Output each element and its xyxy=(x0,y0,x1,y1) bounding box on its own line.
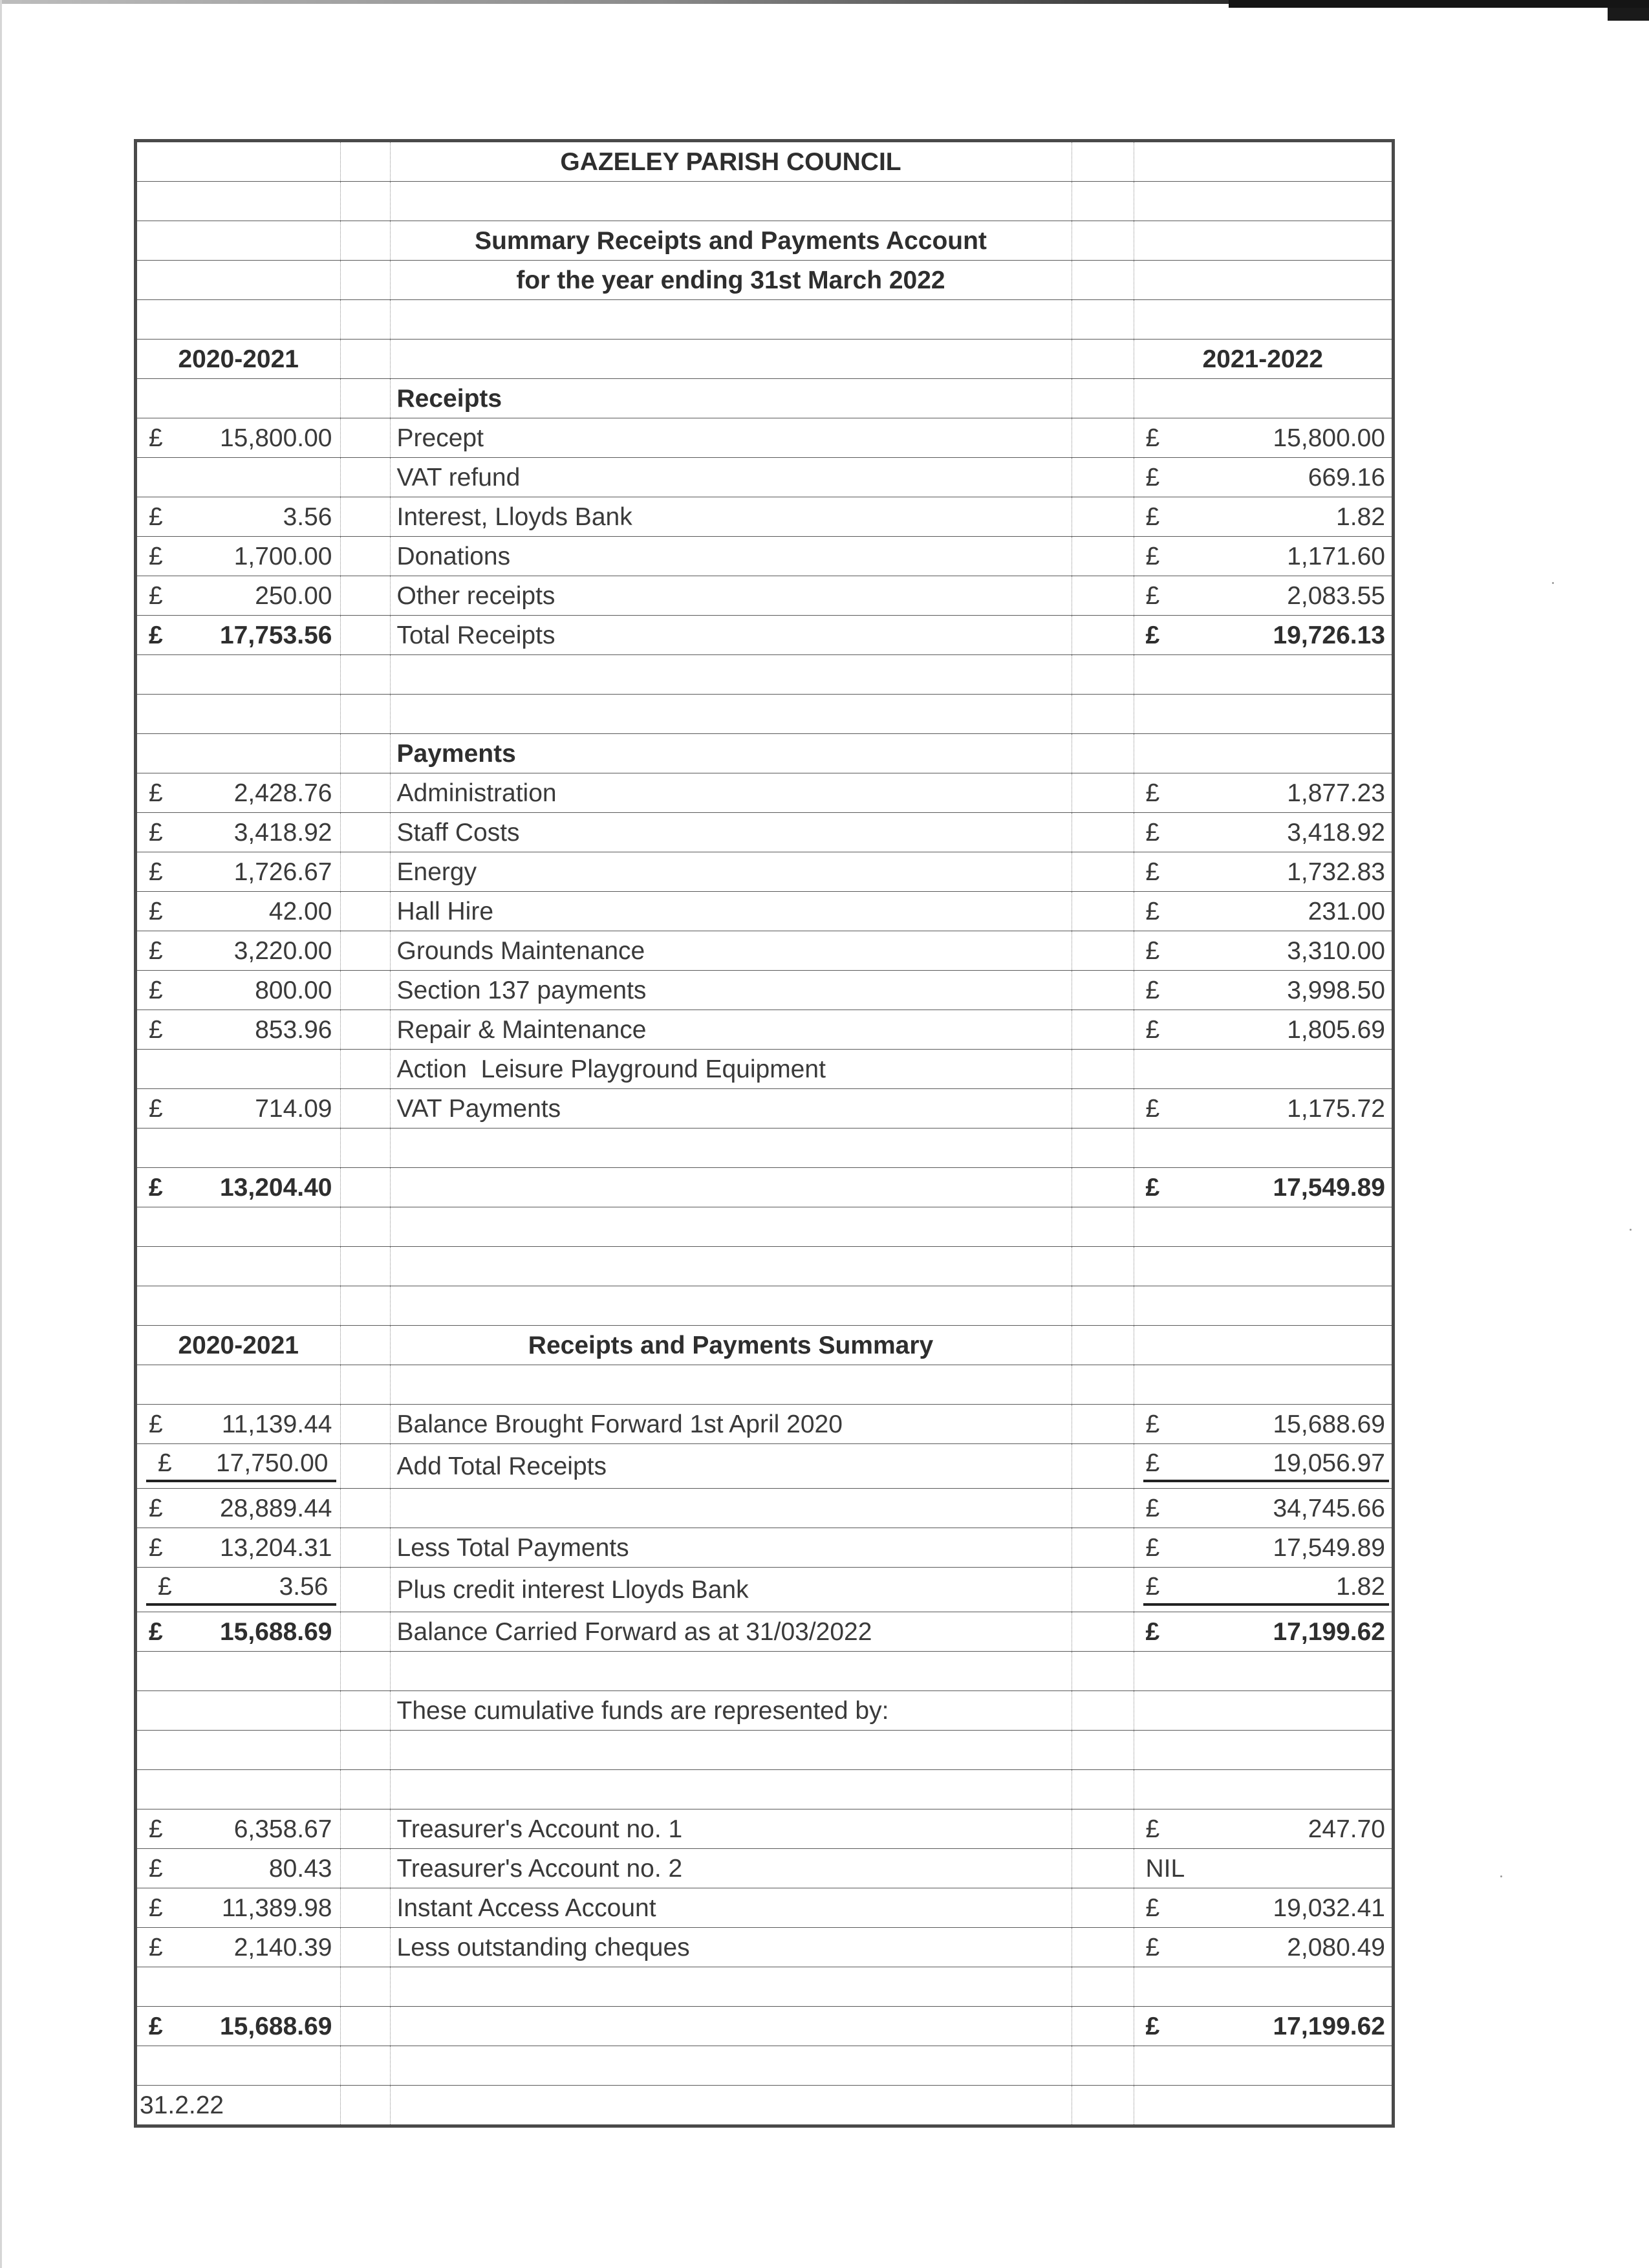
prior-amount: 1,700.00 xyxy=(233,542,332,570)
blank-row xyxy=(137,1286,1392,1326)
prior-amount: 714.09 xyxy=(255,1094,332,1123)
currency-symbol: £ xyxy=(1145,502,1160,531)
currency-symbol: £ xyxy=(1145,1449,1160,1477)
council-title: GAZELEY PARISH COUNCIL xyxy=(390,142,1072,182)
currency-symbol: £ xyxy=(1145,1094,1160,1123)
table-row xyxy=(137,1928,1392,1967)
currency-symbol: £ xyxy=(149,502,163,531)
prior-amount: 15,800.00 xyxy=(219,424,332,452)
row-label: Staff Costs xyxy=(390,813,1072,852)
prior-amount: 17,750.00 xyxy=(215,1449,329,1477)
row-label: Total Receipts xyxy=(390,616,1072,655)
currency-symbol: £ xyxy=(1145,858,1160,886)
prior-amount: 800.00 xyxy=(255,976,332,1004)
blank-row xyxy=(137,1247,1392,1286)
currency-symbol: £ xyxy=(1145,424,1160,452)
row-label: Hall Hire xyxy=(390,892,1072,931)
prior-amount: 42.00 xyxy=(268,897,332,925)
current-total: 19,726.13 xyxy=(1273,621,1385,649)
currency-symbol: £ xyxy=(149,779,163,807)
row-label: Energy xyxy=(390,852,1072,892)
current-amount: 247.70 xyxy=(1308,1815,1385,1843)
current-amount: 3,310.00 xyxy=(1287,936,1385,965)
table-row xyxy=(137,1888,1392,1928)
title-row xyxy=(137,142,1392,182)
table-row xyxy=(137,458,1392,497)
current-amount: 15,800.00 xyxy=(1273,424,1385,452)
prior-total: 15,688.69 xyxy=(219,1617,332,1646)
subtitle-row-2 xyxy=(137,261,1392,300)
prior-amount: 3,418.92 xyxy=(233,818,332,847)
table-row xyxy=(137,1444,1392,1489)
currency-symbol: £ xyxy=(1145,2012,1160,2040)
prior-amount: 853.96 xyxy=(255,1015,332,1044)
prior-amount: 250.00 xyxy=(255,581,332,610)
current-total: 17,549.89 xyxy=(1273,1173,1385,1202)
currency-symbol: £ xyxy=(149,1894,163,1922)
row-label: Add Total Receipts xyxy=(390,1444,1072,1489)
currency-symbol: £ xyxy=(1145,976,1160,1004)
currency-symbol: £ xyxy=(158,1449,172,1477)
currency-symbol: £ xyxy=(1145,1533,1160,1562)
row-label: Donations xyxy=(390,537,1072,576)
nil-value: NIL xyxy=(1145,1854,1185,1883)
currency-symbol: £ xyxy=(149,1617,163,1646)
current-amount: 1.82 xyxy=(1336,1572,1385,1601)
row-label: Grounds Maintenance xyxy=(390,931,1072,971)
blank-row xyxy=(137,695,1392,734)
currency-symbol: £ xyxy=(149,1533,163,1562)
currency-symbol: £ xyxy=(1145,1572,1160,1601)
table-row xyxy=(137,576,1392,616)
currency-symbol: £ xyxy=(149,897,163,925)
scan-edge-corner xyxy=(1608,8,1649,21)
summary-prior-year-header: 2020-2021 xyxy=(137,1326,340,1365)
current-amount: 34,745.66 xyxy=(1273,1494,1385,1522)
currency-symbol: £ xyxy=(149,621,163,649)
scan-speck xyxy=(1630,1229,1632,1231)
table-row xyxy=(137,1849,1392,1888)
currency-symbol: £ xyxy=(149,542,163,570)
currency-symbol: £ xyxy=(1145,1494,1160,1522)
currency-symbol: £ xyxy=(149,1494,163,1522)
currency-symbol: £ xyxy=(1145,1815,1160,1843)
blank-row xyxy=(137,1967,1392,2007)
currency-symbol: £ xyxy=(1145,1894,1160,1922)
currency-symbol: £ xyxy=(149,2012,163,2040)
blank-row xyxy=(137,182,1392,221)
subtitle-row xyxy=(137,221,1392,261)
table-row xyxy=(137,773,1392,813)
current-amount: 2,083.55 xyxy=(1287,581,1385,610)
prior-amount: 11,139.44 xyxy=(221,1410,332,1438)
currency-symbol: £ xyxy=(149,818,163,847)
row-label: Section 137 payments xyxy=(390,971,1072,1010)
row-label: Balance Carried Forward as at 31/03/2022 xyxy=(390,1612,1072,1652)
row-label: Less outstanding cheques xyxy=(390,1928,1072,1967)
current-amount: 15,688.69 xyxy=(1273,1410,1385,1438)
footer-row xyxy=(137,2086,1392,2125)
row-label: Action Leisure Playground Equipment xyxy=(390,1050,1072,1089)
prior-amount: 80.43 xyxy=(268,1854,332,1883)
current-amount: 2,080.49 xyxy=(1287,1933,1385,1961)
table-row xyxy=(137,418,1392,458)
prior-amount: 3.56 xyxy=(283,502,332,531)
row-label: Other receipts xyxy=(390,576,1072,616)
payments-heading-row xyxy=(137,734,1392,773)
blank-row xyxy=(137,1207,1392,1247)
row-label: VAT Payments xyxy=(390,1089,1072,1129)
row-label xyxy=(390,1489,1072,1528)
prior-total: 15,688.69 xyxy=(219,2012,332,2040)
current-amount: 1,175.72 xyxy=(1287,1094,1385,1123)
current-amount: 19,056.97 xyxy=(1273,1449,1385,1477)
currency-symbol: £ xyxy=(1145,463,1160,491)
currency-symbol: £ xyxy=(149,424,163,452)
scan-speck xyxy=(1552,582,1554,584)
current-total: 17,199.62 xyxy=(1273,1617,1385,1646)
blank-row xyxy=(137,1770,1392,1809)
subtotal-row xyxy=(137,1489,1392,1528)
balance-carried-forward-row xyxy=(137,1612,1392,1652)
currency-symbol: £ xyxy=(149,1015,163,1044)
table-row xyxy=(137,1010,1392,1050)
table-row xyxy=(137,1809,1392,1849)
receipts-heading: Receipts xyxy=(390,379,1072,418)
currency-symbol: £ xyxy=(149,1410,163,1438)
table-row xyxy=(137,852,1392,892)
prior-amount: 11,389.98 xyxy=(221,1894,332,1922)
current-amount: 3,418.92 xyxy=(1287,818,1385,847)
currency-symbol: £ xyxy=(149,1173,163,1202)
currency-symbol: £ xyxy=(1145,936,1160,965)
row-label: Repair & Maintenance xyxy=(390,1010,1072,1050)
currency-symbol: £ xyxy=(149,858,163,886)
table-row xyxy=(137,892,1392,931)
receipts-heading-row xyxy=(137,379,1392,418)
row-label: Precept xyxy=(390,418,1072,458)
summary-heading: Receipts and Payments Summary xyxy=(390,1326,1072,1365)
prior-amount: 1,726.67 xyxy=(233,858,332,886)
currency-symbol: £ xyxy=(149,976,163,1004)
receipts-payments-table xyxy=(137,142,1392,2124)
blank-row xyxy=(137,1731,1392,1770)
current-amount: 17,549.89 xyxy=(1273,1533,1385,1562)
prior-amount: 13,204.31 xyxy=(219,1533,332,1562)
row-label: Treasurer's Account no. 2 xyxy=(390,1849,1072,1888)
blank-row xyxy=(137,1365,1392,1405)
blank-row xyxy=(137,1652,1392,1691)
currency-symbol: £ xyxy=(1145,581,1160,610)
currency-symbol: £ xyxy=(149,1933,163,1961)
prior-amount: 2,140.39 xyxy=(233,1933,332,1961)
currency-symbol: £ xyxy=(149,1815,163,1843)
current-amount: 1,171.60 xyxy=(1287,542,1385,570)
current-amount: 19,032.41 xyxy=(1273,1894,1385,1922)
row-label: Treasurer's Account no. 1 xyxy=(390,1809,1072,1849)
currency-symbol: £ xyxy=(1145,1933,1160,1961)
current-amount: 231.00 xyxy=(1308,897,1385,925)
currency-symbol: £ xyxy=(1145,1173,1160,1202)
table-row xyxy=(137,1089,1392,1129)
current-amount: 3,998.50 xyxy=(1287,976,1385,1004)
table-row xyxy=(137,1568,1392,1612)
current-amount: 1,877.23 xyxy=(1287,779,1385,807)
currency-symbol: £ xyxy=(149,1854,163,1883)
summary-header-row xyxy=(137,1326,1392,1365)
currency-symbol: £ xyxy=(149,936,163,965)
prior-year-header: 2020-2021 xyxy=(137,340,340,379)
current-amount: 1.82 xyxy=(1336,502,1385,531)
prior-amount: 3,220.00 xyxy=(233,936,332,965)
currency-symbol: £ xyxy=(1145,1617,1160,1646)
currency-symbol: £ xyxy=(149,1094,163,1123)
currency-symbol: £ xyxy=(158,1572,172,1601)
prior-amount: 3.56 xyxy=(279,1572,329,1601)
table-row xyxy=(137,971,1392,1010)
row-label: Plus credit interest Lloyds Bank xyxy=(390,1568,1072,1612)
row-label: VAT refund xyxy=(390,458,1072,497)
currency-symbol: £ xyxy=(1145,779,1160,807)
currency-symbol: £ xyxy=(1145,542,1160,570)
current-amount: 669.16 xyxy=(1308,463,1385,491)
table-row xyxy=(137,497,1392,537)
accounts-sheet xyxy=(134,139,1395,2128)
blank-row xyxy=(137,300,1392,340)
date-note: 31.2.22 xyxy=(140,2091,224,2119)
payments-heading: Payments xyxy=(390,734,1072,773)
current-amount: 1,732.83 xyxy=(1287,858,1385,886)
currency-symbol: £ xyxy=(1145,1410,1160,1438)
year-header-row xyxy=(137,340,1392,379)
account-subtitle: Summary Receipts and Payments Account xyxy=(390,221,1072,261)
current-total: 17,199.62 xyxy=(1273,2012,1385,2040)
currency-symbol: £ xyxy=(1145,897,1160,925)
blank-row xyxy=(137,2046,1392,2086)
funds-intro: These cumulative funds are represented by: xyxy=(390,1691,1072,1731)
table-row xyxy=(137,813,1392,852)
row-label: Balance Brought Forward 1st April 2020 xyxy=(390,1405,1072,1444)
currency-symbol: £ xyxy=(1145,818,1160,847)
prior-amount: 28,889.44 xyxy=(219,1494,332,1522)
table-row xyxy=(137,1405,1392,1444)
prior-total: 13,204.40 xyxy=(219,1173,332,1202)
table-row xyxy=(137,931,1392,971)
blank-row xyxy=(137,655,1392,695)
table-row xyxy=(137,537,1392,576)
current-amount: 1,805.69 xyxy=(1287,1015,1385,1044)
row-label: Interest, Lloyds Bank xyxy=(390,497,1072,537)
year-ending-subtitle: for the year ending 31st March 2022 xyxy=(390,261,1072,300)
scan-edge-top-right xyxy=(1229,0,1649,8)
table-row xyxy=(137,1528,1392,1568)
row-label: Instant Access Account xyxy=(390,1888,1072,1928)
prior-amount: 6,358.67 xyxy=(233,1815,332,1843)
row-label: Administration xyxy=(390,773,1072,813)
currency-symbol: £ xyxy=(1145,621,1160,649)
blank-row xyxy=(137,1129,1392,1168)
table-row xyxy=(137,1050,1392,1089)
row-label: Less Total Payments xyxy=(390,1528,1072,1568)
currency-symbol: £ xyxy=(1145,1015,1160,1044)
prior-amount: 2,428.76 xyxy=(233,779,332,807)
prior-total: 17,753.56 xyxy=(219,621,332,649)
scan-speck xyxy=(1500,1875,1502,1877)
funds-total-row xyxy=(137,2007,1392,2046)
scan-edge-left xyxy=(0,0,2,2268)
currency-symbol: £ xyxy=(149,581,163,610)
total-receipts-row xyxy=(137,616,1392,655)
total-payments-row xyxy=(137,1168,1392,1207)
current-year-header: 2021-2022 xyxy=(1134,340,1392,379)
funds-intro-row xyxy=(137,1691,1392,1731)
